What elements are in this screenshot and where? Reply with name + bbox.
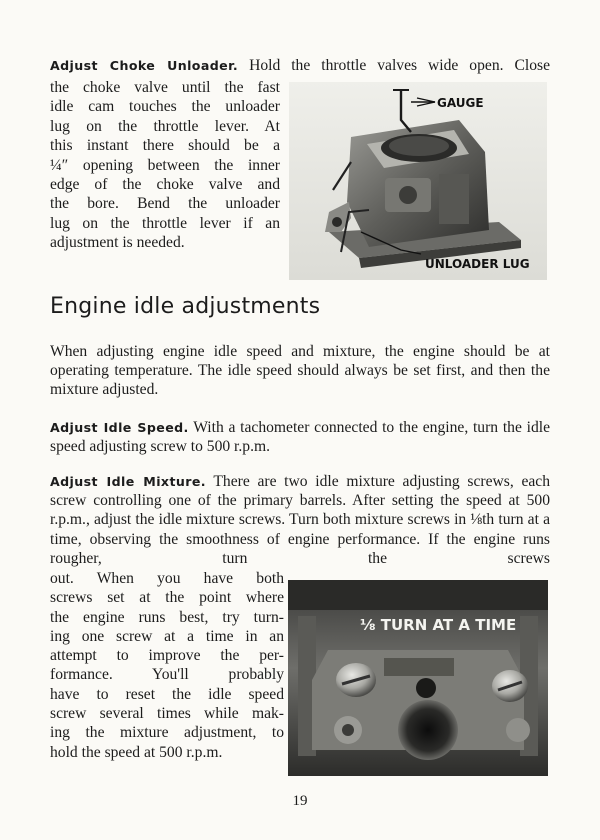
eighth-turn-label: ⅛ TURN AT A TIME	[360, 616, 517, 634]
gauge-label: GAUGE	[437, 96, 484, 110]
choke-paragraph-lines	[50, 78, 280, 253]
idle-speed-text: With a tachometer connected to the engine, turn the idle speed adjusting screw to 500 r.p.m.	[50, 419, 550, 456]
mixture-line: formance. You'll probably	[50, 666, 284, 684]
idle-mixture-screws-photo	[288, 580, 548, 776]
idle-speed-paragraph	[50, 418, 550, 456]
choke-first-line-text: Hold the throttle valves wide open. Close	[249, 57, 550, 74]
intro-paragraph: When adjusting engine idle speed and mixture, the engine should be at operating temperature. The idle speed should always be set first, and then the mixture adjusted.	[50, 343, 550, 399]
choke-first-line	[50, 56, 550, 75]
choke-line: edge of the choke valve and	[50, 176, 280, 194]
unloader-lug-label: UNLOADER LUG	[425, 257, 530, 271]
mixture-line: have to reset the idle speed	[50, 685, 284, 703]
idle-mixture-lines	[50, 569, 284, 762]
mixture-line: screw several times while mak-	[50, 705, 284, 723]
mixture-line: the engine runs best, try turn-	[50, 608, 284, 626]
choke-line: ¼″ opening between the inner	[50, 156, 280, 174]
choke-line: the bore. Bend the unloader	[50, 195, 280, 213]
idle-mixture-text: There are two idle mixture adjusting screws, each screw controlling one of the primary barrels. After setting the speed at 500 r.p.m., adjust the idle mixture screws. Turn both mixture screws in ⅛th turn at a time, observing the smoothness of engine performance. If the engine runs rougher, turn the screws	[50, 473, 550, 567]
mixture-line: ing the mixture adjustment, to	[50, 724, 284, 742]
mixture-line: out. When you have both	[50, 570, 284, 587]
choke-line: the choke valve until the fast	[50, 79, 280, 96]
choke-line: lug on the throttle lever. At	[50, 117, 280, 135]
mixture-line: hold the speed at 500 r.p.m.	[50, 743, 223, 761]
idle-mixture-paragraph	[50, 472, 550, 568]
choke-line: lug on the throttle lever if an	[50, 214, 280, 232]
section-heading: Engine idle adjustments	[50, 294, 321, 319]
choke-line: this instant there should be a	[50, 137, 280, 155]
choke-line: idle cam touches the unloader	[50, 98, 280, 116]
choke-line: adjustment is needed.	[50, 234, 185, 252]
idle-speed-lead: Adjust Idle Speed.	[50, 420, 189, 435]
idle-mixture-lead: Adjust Idle Mixture.	[50, 474, 206, 489]
page-number: 19	[292, 793, 308, 809]
mixture-line: ing one screw at a time in an	[50, 627, 284, 645]
mixture-line: attempt to improve the per-	[50, 647, 284, 665]
choke-lead: Adjust Choke Unloader.	[50, 58, 239, 73]
carburetor-gauge-photo	[289, 82, 547, 280]
mixture-line: screws set at the point where	[50, 589, 284, 607]
